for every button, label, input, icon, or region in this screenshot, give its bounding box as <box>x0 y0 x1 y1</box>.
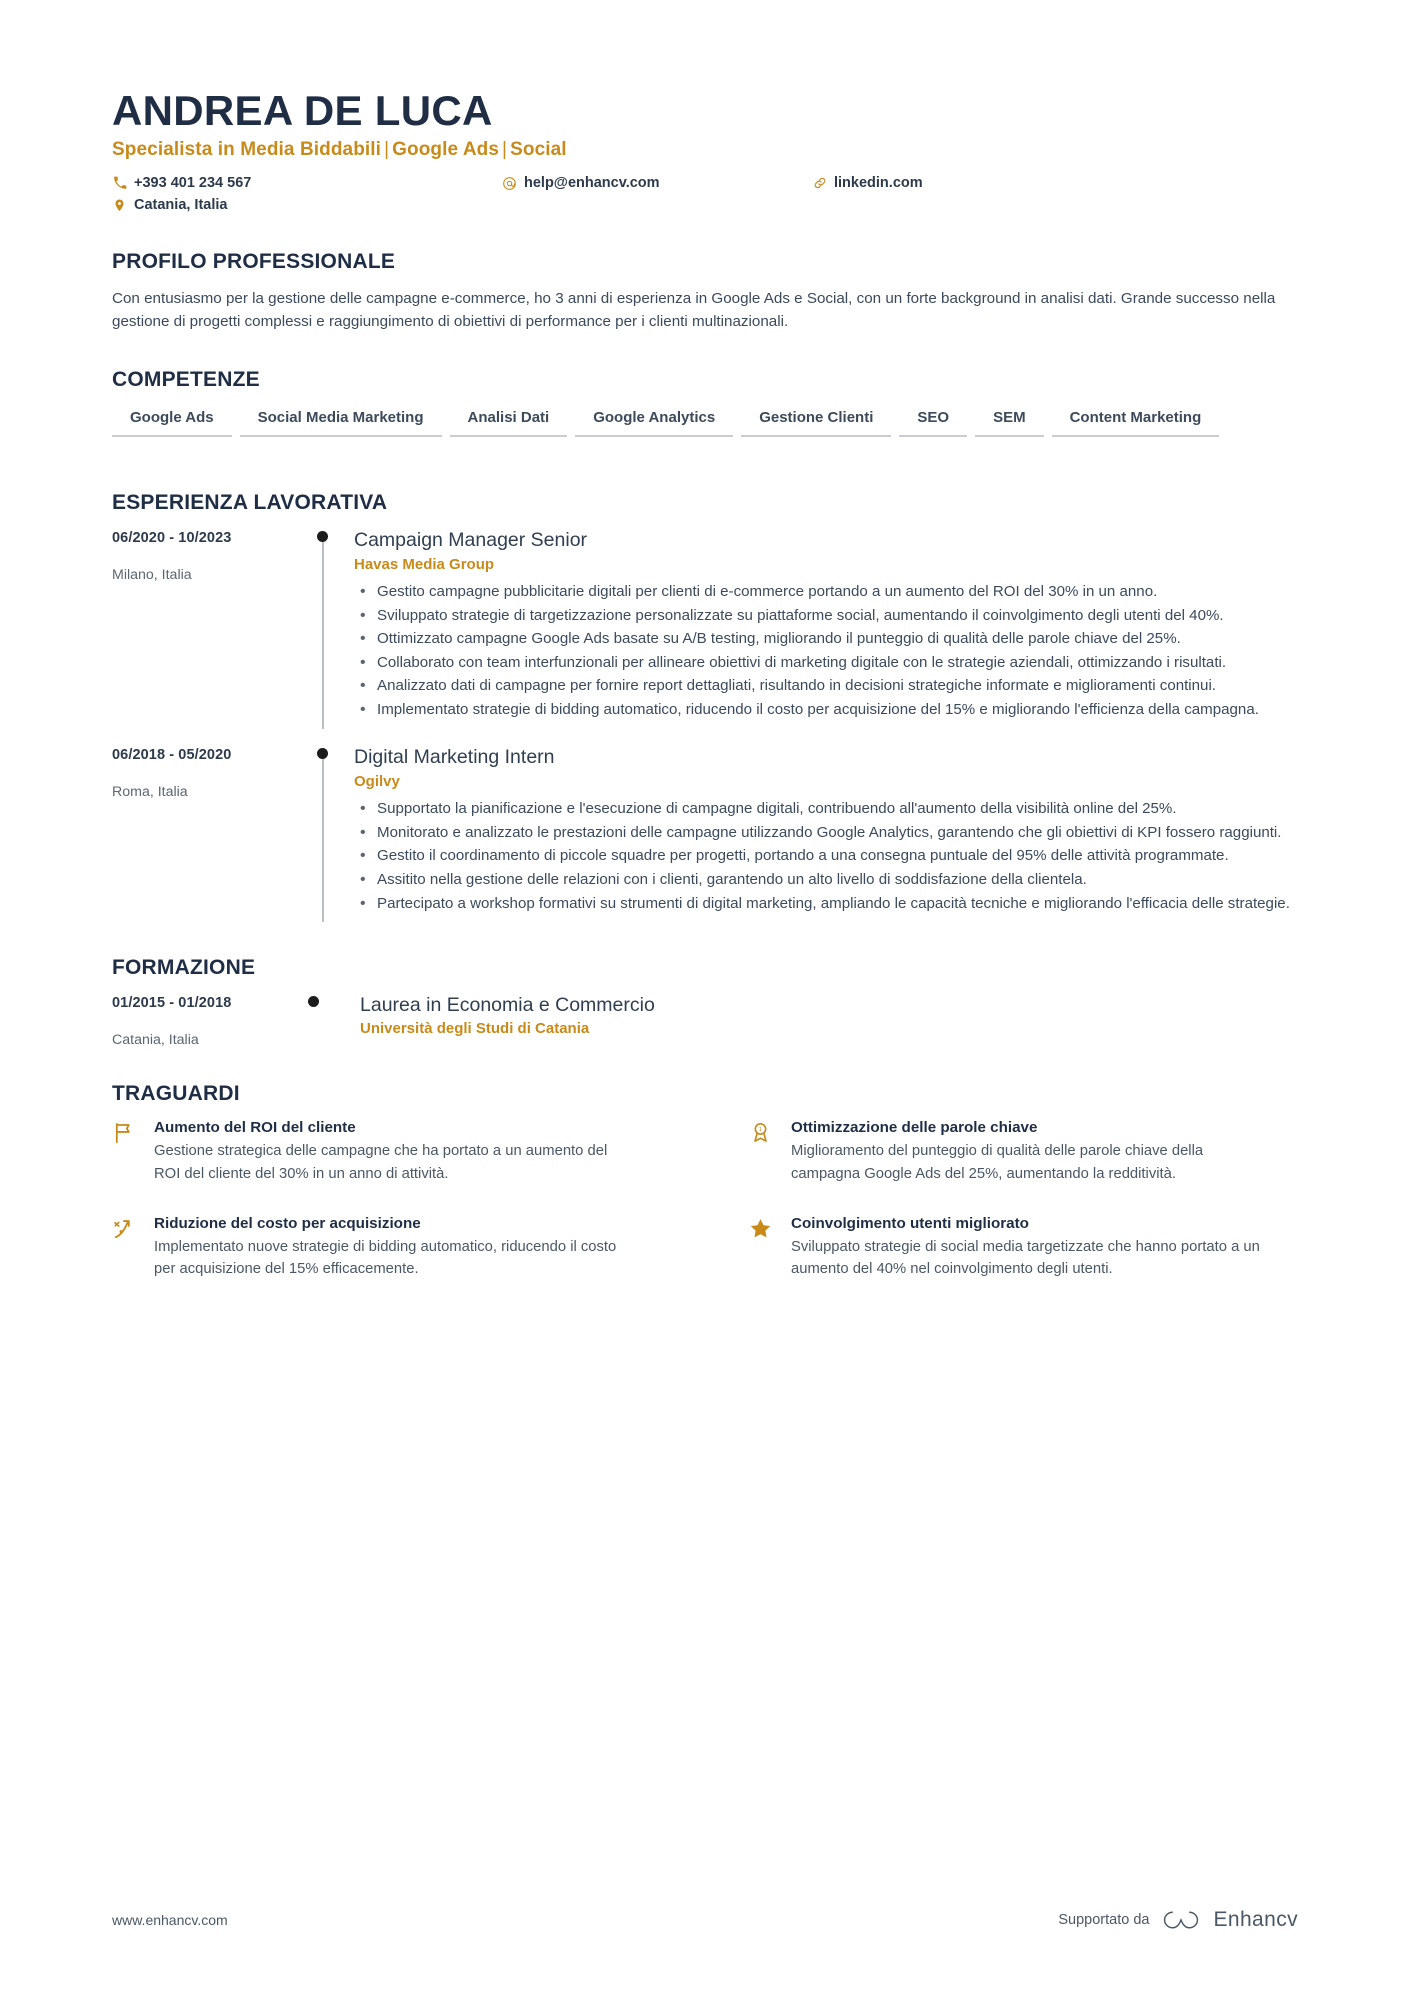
contact-location <box>112 194 502 216</box>
experience-bullet: • Gestito campagne pubblicitarie digitali per clienti di e-commerce portando a un aumento del ROI del 30% in un anno. <box>354 581 1298 604</box>
education-school: Università degli Studi di Catania <box>360 1019 590 1037</box>
skill-chip: Content Marketing <box>1052 405 1220 437</box>
skill-chip: Social Media Marketing <box>240 405 442 437</box>
section-title-profile: PROFILO PROFESSIONALE <box>112 250 396 274</box>
timeline-dot-icon <box>308 996 319 1007</box>
section-title-experience: ESPERIENZA LAVORATIVA <box>112 490 388 514</box>
section-profile <box>112 250 1298 333</box>
experience-location: Milano, Italia <box>112 566 192 583</box>
resume-header <box>112 88 1298 216</box>
achievement-description: Gestione strategica delle campagne che ha portato a un aumento del ROI del cliente del 30% in un anno di attività. <box>154 1143 608 1182</box>
experience-details <box>350 528 1298 729</box>
experience-bullets <box>354 581 1298 722</box>
experience-date: 06/2018 - 05/2020 <box>112 746 232 763</box>
experience-bullet: • Analizzato dati di campagne per fornire report dettagliati, risultando in decisioni strategiche informate e miglioramenti continui. <box>354 675 1298 698</box>
experience-bullet: • Monitorato e analizzato le prestazioni delle campagne utilizzando Google Analytics, garantendo che gli obiettivi di KPI fossero raggiunti. <box>354 822 1298 845</box>
location-pin-icon <box>112 198 127 213</box>
section-education <box>112 956 1298 1048</box>
achievement-item <box>112 1215 661 1280</box>
experience-date: 06/2020 - 10/2023 <box>112 529 232 546</box>
experience-bullet: • Collaborato con team interfunzionali per allineare obiettivi di marketing digitale con le strategie aziendali, ottimizzando i risultati. <box>354 652 1298 675</box>
footer-website-url[interactable]: www.enhancv.com <box>112 1912 228 1928</box>
timeline-dot-icon <box>317 748 328 759</box>
achievement-text <box>791 1215 1261 1280</box>
experience-bullet: • Supportato la pianificazione e l'esecuzione di campagne digitali, contribuendo all'aumento della visibilità online del 25%. <box>354 798 1298 821</box>
experience-meta <box>112 528 308 729</box>
achievement-description: Implementato nuove strategie di bidding automatico, riducendo il costo per acquisizione del 15% efficacemente. <box>154 1238 617 1277</box>
education-meta <box>112 993 308 1048</box>
headline-part-0: Specialista in Media Biddabili <box>112 139 382 161</box>
experience-meta <box>112 745 308 923</box>
page-footer <box>112 1907 1298 1933</box>
section-experience <box>112 491 1298 923</box>
achievements-grid <box>112 1119 1298 1280</box>
candidate-headline <box>112 139 1298 161</box>
education-entry <box>112 993 1298 1048</box>
section-title-achievements: TRAGUARDI <box>112 1082 240 1106</box>
trending-up-icon <box>112 1215 138 1280</box>
contact-phone-value: +393 401 234 567 <box>134 175 252 192</box>
headline-part-1: Google Ads <box>392 139 500 161</box>
achievement-title: Aumento del ROI del cliente <box>154 1119 356 1137</box>
experience-bullet: • Ottimizzato campagne Google Ads basate su A/B testing, migliorando il punteggio di qualità delle parole chiave del 25%. <box>354 628 1298 651</box>
timeline-dot-icon <box>317 531 328 542</box>
contact-linkedin-value: linkedin.com <box>834 175 923 192</box>
skills-list <box>112 405 1298 457</box>
section-achievements <box>112 1082 1298 1280</box>
contact-email[interactable] <box>502 172 812 194</box>
footer-branding <box>1058 1907 1298 1933</box>
achievement-text <box>791 1119 1261 1184</box>
headline-part-2: Social <box>510 139 567 161</box>
experience-entry <box>112 745 1298 923</box>
skill-chip: Google Ads <box>112 405 232 437</box>
experience-bullet: • Sviluppato strategie di targetizzazione personalizzate su piattaforme social, aumentando il coinvolgimento degli utenti del 40%. <box>354 605 1298 628</box>
achievement-item <box>749 1119 1298 1184</box>
footer-supported-by-label: Supportato da <box>1058 1912 1150 1928</box>
timeline-rail <box>308 993 356 1048</box>
svg-text:1: 1 <box>758 1127 763 1134</box>
flag-icon <box>112 1119 138 1184</box>
experience-entry <box>112 528 1298 729</box>
experience-role: Digital Marketing Intern <box>354 745 555 768</box>
contact-phone[interactable] <box>112 172 502 194</box>
achievement-text <box>154 1215 624 1280</box>
contact-location-value: Catania, Italia <box>134 197 228 214</box>
star-icon <box>749 1215 775 1280</box>
education-details <box>356 993 1298 1048</box>
achievement-title: Coinvolgimento utenti migliorato <box>791 1214 1029 1232</box>
section-title-education: FORMAZIONE <box>112 956 256 980</box>
achievement-text <box>154 1119 624 1184</box>
skill-chip: Gestione Clienti <box>741 405 891 437</box>
skill-chip: Analisi Dati <box>450 405 568 437</box>
achievement-title: Ottimizzazione delle parole chiave <box>791 1119 1038 1137</box>
education-degree: Laurea in Economia e Commercio <box>360 994 655 1017</box>
achievement-description: Miglioramento del punteggio di qualità delle parole chiave della campagna Google Ads del 25%, aumentando la redditività. <box>791 1143 1204 1182</box>
section-title-skills: COMPETENZE <box>112 367 260 391</box>
timeline-line <box>322 753 324 923</box>
contact-linkedin[interactable] <box>812 172 1072 194</box>
timeline-rail <box>308 745 350 923</box>
experience-company: Havas Media Group <box>354 555 495 573</box>
experience-bullet: • Gestito il coordinamento di piccole squadre per progetti, portando a una consegna puntuale del 95% delle attività programmate. <box>354 845 1298 868</box>
experience-company: Ogilvy <box>354 773 400 791</box>
achievement-title: Riduzione del costo per acquisizione <box>154 1214 421 1232</box>
experience-role: Campaign Manager Senior <box>354 528 588 551</box>
experience-bullet: • Assitito nella gestione delle relazioni con i clienti, garantendo un alto livello di soddisfazione della clientela. <box>354 869 1298 892</box>
timeline-rail <box>308 528 350 729</box>
skill-chip: Google Analytics <box>575 405 733 437</box>
award-medal-icon <box>749 1119 775 1184</box>
experience-bullet: • Partecipato a workshop formativi su strumenti di digital marketing, ampliando le capacità tecniche e migliorando l'efficacia delle strategie. <box>354 893 1298 916</box>
achievement-item <box>112 1119 661 1184</box>
experience-bullet: • Implementato strategie di bidding automatico, riducendo il costo per acquisizione del 15% e migliorando l'efficienza della campagna. <box>354 699 1298 722</box>
profile-summary-text: Con entusiasmo per la gestione delle campagne e-commerce, ho 3 anni di esperienza in Google Ads e Social, con un forte background in analisi dati. Grande successo nella gestione di progetti complessi e raggiungimento di obiettivi di performance per i clienti multinazionali. <box>112 290 1276 331</box>
achievement-description: Sviluppato strategie di social media targetizzate che hanno portato a un aumento del 40% nel coinvolgimento degli utenti. <box>791 1238 1260 1277</box>
email-icon <box>502 176 517 191</box>
timeline-line <box>322 536 324 729</box>
link-icon <box>812 176 827 191</box>
skill-chip: SEM <box>975 405 1044 437</box>
section-skills <box>112 368 1298 457</box>
education-date: 01/2015 - 01/2018 <box>112 995 232 1012</box>
headline-separator: | <box>502 139 508 161</box>
experience-location: Roma, Italia <box>112 783 188 800</box>
education-location: Catania, Italia <box>112 1032 199 1049</box>
skill-chip: SEO <box>899 405 967 437</box>
candidate-name: ANDREA DE LUCA <box>112 87 493 134</box>
headline-separator: | <box>384 139 390 161</box>
achievement-item <box>749 1215 1298 1280</box>
contact-info <box>112 172 1112 216</box>
experience-details <box>350 745 1298 923</box>
enhancv-logo-icon <box>1160 1907 1202 1933</box>
phone-icon <box>112 176 127 191</box>
enhancv-brand-name: Enhancv <box>1213 1908 1298 1931</box>
experience-bullets <box>354 798 1298 915</box>
contact-email-value: help@enhancv.com <box>524 175 660 192</box>
